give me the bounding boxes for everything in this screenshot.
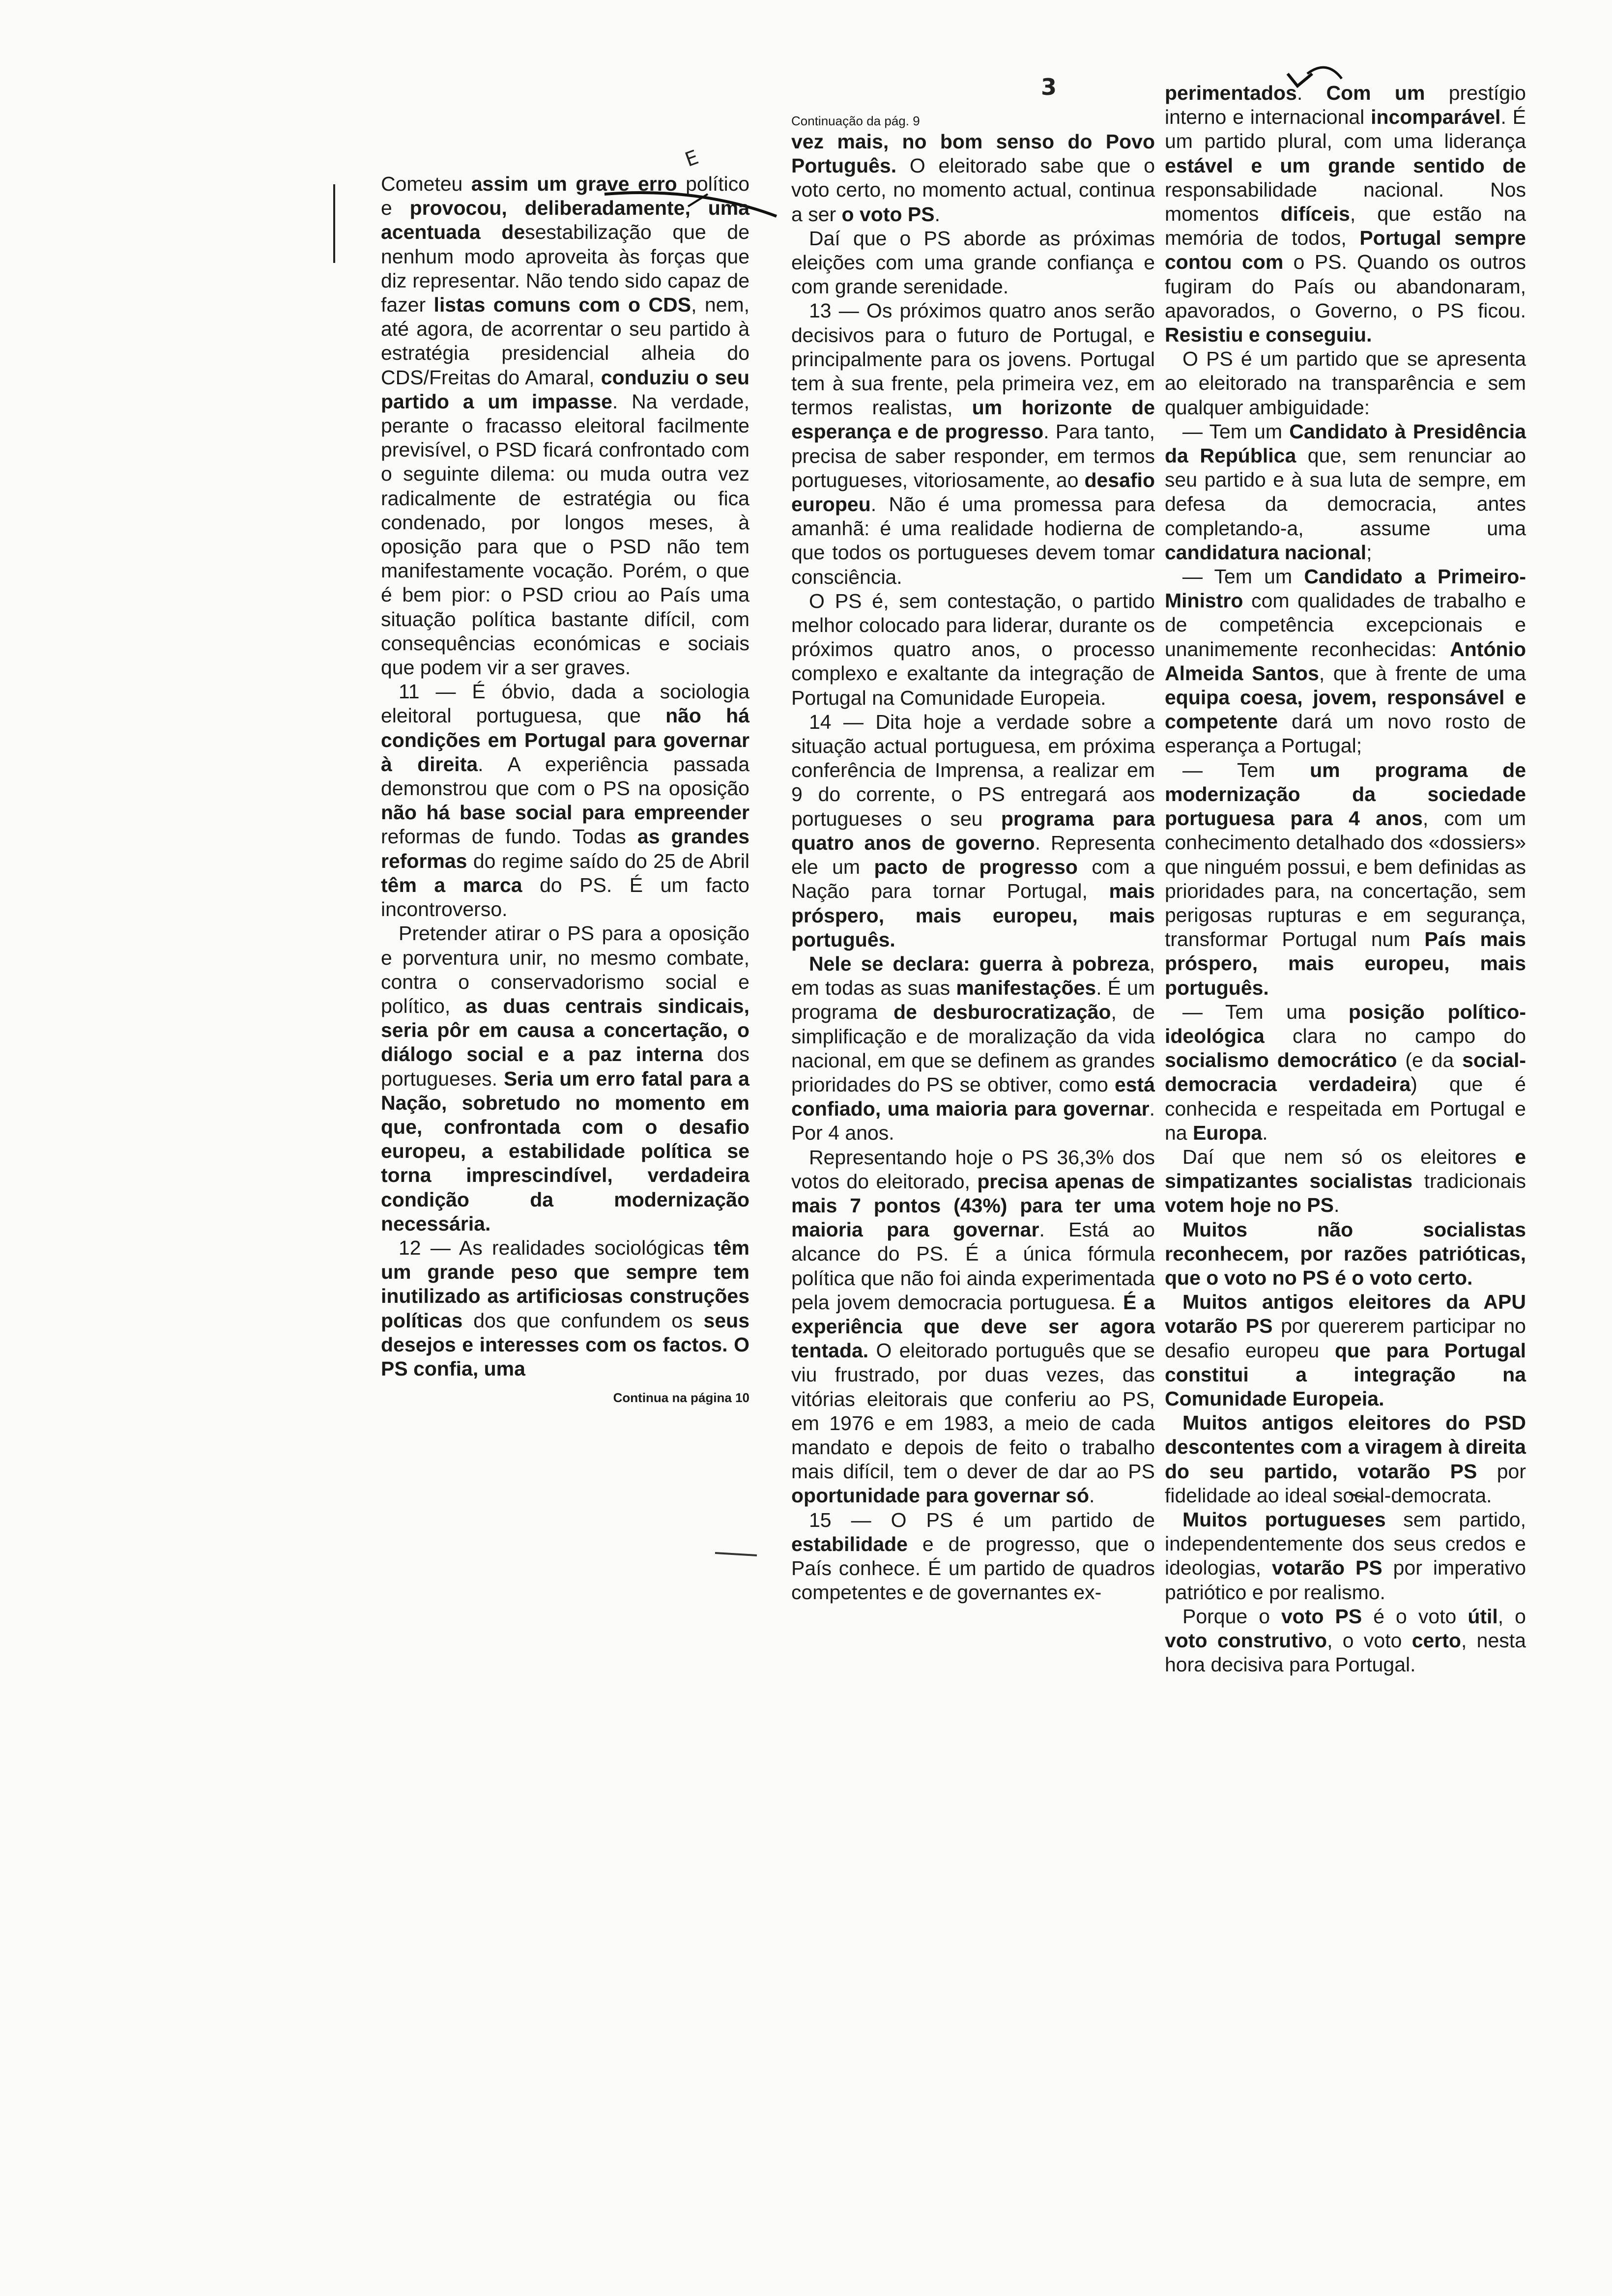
handwritten-mark: E	[682, 146, 702, 172]
text-run: prestígio interno e internacional	[1165, 82, 1526, 129]
bold-text: conduziu o seu partido a um impasse	[381, 366, 749, 413]
article-paragraph	[791, 1508, 1155, 1605]
bold-text: têm um grande peso que sempre tem inutilizado as artificiosas construções políticas	[381, 1236, 749, 1332]
text-run: Porque o	[1182, 1605, 1281, 1628]
text-run: (e da	[1397, 1049, 1463, 1072]
article-paragraph	[381, 921, 749, 1236]
text-run: dará um novo rosto de esperança a Portugal;	[1165, 710, 1526, 757]
article-paragraph	[791, 1146, 1155, 1508]
bold-text: Nele se declara: guerra à pobreza	[809, 952, 1150, 975]
bold-text: mais próspero, mais europeu, mais português.	[791, 880, 1155, 951]
text-run: . Não é uma promessa para amanhã: é uma realidade hodierna de que todos os portugueses devem tomar consciência.	[791, 493, 1155, 588]
bold-text: voto construtivo	[1165, 1629, 1327, 1652]
column-2	[791, 113, 1155, 1605]
article-paragraph	[791, 589, 1155, 710]
bold-text: Candidato à Presidência da República	[1165, 420, 1526, 467]
text-run: ) que é conhecida e respeitada em Portugal e na	[1165, 1073, 1526, 1144]
column-body	[791, 130, 1155, 1605]
text-run: é o voto	[1362, 1605, 1468, 1628]
article-paragraph	[381, 172, 749, 680]
text-run: por imperativo patriótico e por realismo.	[1165, 1556, 1526, 1604]
text-run: 11 — É óbvio, dada a sociologia eleitoral portuguesa, que	[381, 680, 749, 727]
article-paragraph	[1165, 420, 1526, 565]
text-run: . Representa ele um	[791, 831, 1155, 879]
bold-text: votarão PS	[1271, 1556, 1382, 1579]
article-paragraph	[1165, 1411, 1526, 1508]
bold-text: não há condições em Portugal para governar à direita	[381, 704, 749, 775]
bold-text: Muitos antigos eleitores do PSD descontentes com a viragem à direita do seu partido, votarão PS	[1165, 1411, 1526, 1483]
text-run: Pretender atirar o PS para a oposição e porventura unir, no mesmo combate, contra o conservadorismo social e político,	[381, 922, 749, 1017]
bold-text: António Almeida Santos	[1165, 637, 1526, 685]
text-run: do PS. É um facto incontroverso.	[381, 873, 749, 921]
bold-text: um programa de modernização da sociedade portuguesa para 4 anos	[1165, 758, 1526, 830]
article-paragraph	[1165, 1000, 1526, 1145]
article-paragraph	[1165, 758, 1526, 1000]
bold-text: difíceis	[1280, 202, 1350, 226]
text-run: 13 — Os próximos quatro anos serão decisivos para o futuro de Portugal, e principalmente para os jovens. Portugal tem à sua frente, pela primeira vez, em termos realistas,	[791, 299, 1155, 419]
bold-text: Com um	[1326, 82, 1425, 104]
bold-text: posição político-ideológica	[1165, 1000, 1526, 1047]
text-run: . Está ao alcance do PS. É a única fórmula política que não foi ainda experimentada pela jovem democracia portuguesa.	[791, 1218, 1155, 1314]
text-run: — Tem um	[1182, 565, 1304, 588]
text-run: político e	[381, 172, 749, 220]
text-run: 12 — As realidades sociológicas	[399, 1236, 714, 1259]
article-paragraph	[1165, 565, 1526, 758]
column-1	[381, 172, 749, 1410]
text-run: Cometeu	[381, 172, 471, 195]
text-run: 15 — O PS é um partido de	[809, 1508, 1155, 1531]
bold-text: equipa coesa, jovem, responsável e competente	[1165, 686, 1526, 733]
bold-text: precisa apenas de mais 7 pontos (43%) para ter uma maioria para governar	[791, 1170, 1155, 1241]
bold-text: assim um grave erro	[471, 172, 677, 195]
text-run: do regime saído do 25 de Abril	[467, 849, 749, 872]
text-run: Daí que nem só os eleitores	[1182, 1145, 1515, 1168]
bold-text: provocou, deliberadamente, uma acentuada de	[381, 197, 749, 244]
text-run: O eleitorado sabe que o voto certo, no momento actual, continua a ser	[791, 154, 1155, 226]
text-run: — Tem um	[1182, 420, 1290, 443]
bold-text: candidatura nacional	[1165, 541, 1367, 564]
text-run: , o voto	[1327, 1629, 1412, 1652]
text-run: , de simplificação e de moralização da vida nacional, em que se definem as grandes prioridades do PS se obtiver, como	[791, 1001, 1155, 1096]
text-run: , com um conhecimento detalhado dos «dossiers» que ninguém possui, e bem definidas as prioridades para, na concertação, sem perigosas rupturas e em segurança, transformar Portugal num	[1165, 807, 1526, 951]
bold-text: incomparável	[1371, 106, 1501, 129]
article-paragraph	[381, 680, 749, 921]
bold-text: e simpatizantes socialistas	[1165, 1145, 1526, 1193]
text-run: , que estão na memória de todos,	[1165, 202, 1526, 250]
column-body	[1165, 81, 1526, 1677]
bold-text: um horizonte de esperança e de progresso	[791, 396, 1155, 443]
bold-text: Muitos não socialistas reconhecem, por razões patrióticas, que o voto no PS é o voto certo.	[1165, 1218, 1526, 1289]
bold-text: listas comuns com o CDS	[433, 293, 691, 316]
text-run: ;	[1366, 541, 1372, 564]
text-run: , nesta hora decisiva para Portugal.	[1165, 1629, 1526, 1676]
text-run: que, sem renunciar ao seu partido e à sua luta de sempre, em defesa da democracia, antes completando-a, assume uma	[1165, 444, 1526, 540]
bold-text: Candidato a Primeiro-Ministro	[1165, 565, 1526, 612]
bold-text: que para Portugal constitui a integração na Comunidade Europeia.	[1165, 1339, 1526, 1410]
bold-text: têm a marca	[381, 873, 522, 896]
article-paragraph	[381, 1236, 749, 1381]
bold-text: não há base social para empreender	[381, 801, 749, 824]
text-run: responsabilidade nacional. Nos momentos	[1165, 178, 1526, 226]
bold-text: programa para quatro anos de governo	[791, 807, 1155, 854]
bold-text: as grandes reformas	[381, 825, 749, 872]
text-run: 14 — Dita hoje a verdade sobre a situação actual portuguesa, em próxima conferência de Imprensa, a realizar em 9 do corrente, o PS entregará aos portugueses o seu	[791, 710, 1155, 830]
bold-text: Seria um erro fatal para a Nação, sobretudo no momento em que, confrontada com o desafio europeu, a estabilidade política se torna imprescindível, verdadeira condição da modernização necessária.	[381, 1067, 749, 1235]
text-run: o PS. Quando os outros fugiram do País ou abandonaram, apavorados, o Governo, o PS ficou.	[1165, 251, 1526, 322]
bold-text: social-democracia verdadeira	[1165, 1049, 1526, 1096]
text-run: O eleitorado português que se viu frustrado, por duas vezes, das vitórias eleitorais que conferiu ao PS, em 1976 e em 1983, a meio de cada mandato e depois de feito o trabalho mais difícil, tem o dever de dar ao PS	[791, 1339, 1155, 1483]
text-run: . Para tanto, precisa de saber responder, em termos portugueses, vitoriosamente, ao	[791, 420, 1155, 491]
article-paragraph	[1165, 1605, 1526, 1677]
column-3	[1165, 81, 1526, 1677]
article-paragraph	[1165, 81, 1526, 347]
handwritten-mark: 3	[1041, 74, 1057, 100]
text-run: com a Nação para tornar Portugal,	[791, 856, 1155, 903]
text-run: .	[1089, 1484, 1095, 1507]
text-run: por quererem participar no desafio europeu	[1165, 1315, 1526, 1362]
bold-text: as duas centrais sindicais, seria pôr em causa a concertação, o diálogo social e a paz interna	[381, 994, 749, 1066]
bold-text: seus desejos e interesses com os factos. O PS confia, uma	[381, 1309, 749, 1380]
text-run: O PS é um partido que se apresenta ao eleitorado na transparência e sem qualquer ambiguidade:	[1165, 347, 1526, 419]
text-run: com qualidades de trabalho e de competência excepcionais e unanimemente reconhecidas:	[1165, 589, 1526, 660]
column-body	[381, 172, 749, 1381]
text-run: dos que confundem os	[462, 1309, 704, 1332]
article-paragraph	[1165, 1508, 1526, 1605]
text-run: Representando hoje o PS 36,3% dos votos do eleitorado,	[791, 1146, 1155, 1193]
text-run: tradicionais	[1412, 1170, 1526, 1193]
text-run: O PS é, sem contestação, o partido melhor colocado para liderar, durante os próximos quatro anos, o processo complexo e exaltante da integração de Portugal na Comunidade Europeia.	[791, 589, 1155, 709]
text-run: .	[934, 202, 941, 226]
bold-text: socialismo democrático	[1165, 1049, 1397, 1072]
bold-text: de desburocratização	[893, 1001, 1111, 1024]
text-run: , em todas as suas	[791, 952, 1155, 1000]
text-run: clara no campo do	[1264, 1024, 1526, 1047]
bold-text: País mais próspero, mais europeu, mais português.	[1165, 928, 1526, 999]
text-run: — Tem	[1182, 758, 1310, 781]
text-run: .	[1334, 1194, 1340, 1217]
text-run: . Por 4 anos.	[791, 1097, 1155, 1145]
bold-text: votem hoje no PS	[1165, 1194, 1334, 1217]
text-run: .	[1262, 1121, 1268, 1144]
article-paragraph	[791, 710, 1155, 952]
article-paragraph	[791, 952, 1155, 1146]
article-paragraph	[1165, 1218, 1526, 1291]
bold-text: É a experiência que deve ser agora tentada.	[791, 1291, 1155, 1362]
article-paragraph	[791, 299, 1155, 589]
bold-text: desafio europeu	[791, 468, 1155, 516]
bold-text: Portugal sempre contou com	[1165, 227, 1526, 274]
text-run: , o	[1497, 1605, 1526, 1628]
text-run: sem partido, independentemente dos seus credos e ideologias,	[1165, 1508, 1526, 1579]
bold-text: estabilidade	[791, 1532, 908, 1555]
text-run: e de progresso, que o País conhece. É um partido de quadros competentes e de governantes ex-	[791, 1532, 1155, 1604]
text-run: sestabilização que de nenhum modo aproveita às forças que diz representar. Não tendo sido capaz de fazer	[381, 221, 749, 316]
text-run: .	[1296, 82, 1326, 104]
bold-text: voto PS	[1281, 1605, 1362, 1628]
text-run: por fidelidade ao ideal social-democrata.	[1165, 1460, 1526, 1507]
text-run: . É um partido plural, com uma liderança	[1165, 106, 1526, 153]
text-run: reformas de fundo. Todas	[381, 825, 637, 848]
bold-text: manifestações	[956, 976, 1096, 1000]
article-paragraph	[791, 227, 1155, 299]
bold-text: útil	[1468, 1605, 1498, 1628]
text-run: dos portugueses.	[381, 1043, 749, 1090]
text-run: . Na verdade, perante o fracasso eleitoral facilmente previsível, o PSD ficará confrontado com o seguinte dilema: ou muda outra vez radicalmente de estratégia ou fica condenado, por longos meses, à oposição para que o PSD não tem manifestamente vocação. Porém, o que é bem pior: o PSD criou ao País uma situação política bastante difícil, com consequências económicas e sociais que podem vir a ser graves.	[381, 390, 749, 679]
text-run: , nem, até agora, de acorrentar o seu partido à estratégia presidencial alheia do CDS/Freitas do Amaral,	[381, 293, 749, 389]
text-run: Daí que o PS aborde as próximas eleições com uma grande confiança e com grande serenidade.	[791, 227, 1155, 298]
continued-from-note: Continuação da pág. 9	[791, 114, 920, 128]
bold-text: Resistiu e conseguiu.	[1165, 323, 1372, 346]
text-run: . É um programa	[791, 976, 1155, 1024]
bold-text: oportunidade para governar só	[791, 1484, 1089, 1507]
bold-text: o voto PS	[841, 202, 935, 226]
continued-note: Continua na página 10	[613, 1390, 749, 1406]
bold-text: Muitos portugueses	[1182, 1508, 1386, 1531]
bold-text: está confiado, uma maioria para governar	[791, 1073, 1155, 1120]
article-paragraph	[1165, 1145, 1526, 1218]
article-paragraph	[1165, 347, 1526, 420]
bold-text: pacto de progresso	[874, 856, 1078, 879]
bold-text: Europa	[1193, 1121, 1263, 1144]
text-run: . A experiência passada demonstrou que com o PS na oposição	[381, 752, 749, 800]
bold-text: certo	[1411, 1629, 1461, 1652]
article-paragraph	[1165, 1290, 1526, 1411]
text-run: , que à frente de uma	[1319, 661, 1526, 685]
bold-text: Muitos antigos eleitores da APU votarão PS	[1165, 1291, 1526, 1338]
bold-text: perimentados	[1165, 82, 1297, 104]
text-run: — Tem uma	[1182, 1000, 1349, 1023]
article-paragraph	[791, 130, 1155, 227]
bold-text: vez mais, no bom senso do Povo Português.	[791, 130, 1155, 177]
bold-text: estável e um grande sentido de	[1165, 154, 1526, 177]
